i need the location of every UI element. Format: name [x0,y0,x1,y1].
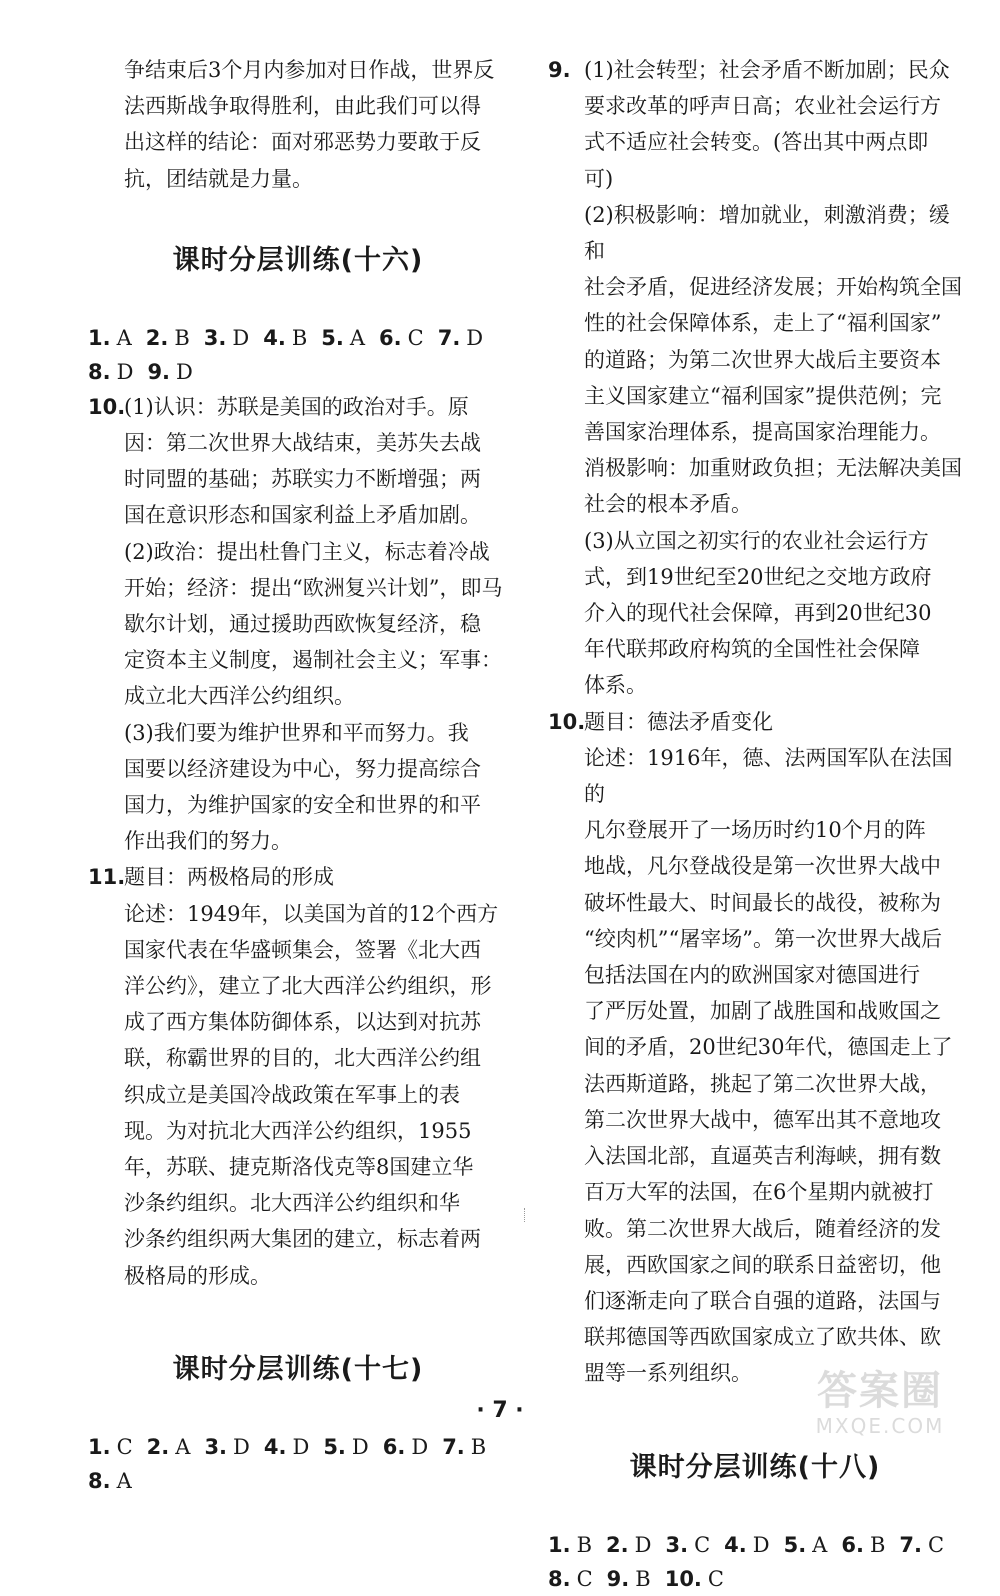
text-line: (1)社会转型；社会矛盾不断加剧；民众 [584,58,950,82]
text-line: 了严厉处置，加剧了战胜国和战败国之 [584,999,941,1024]
text-line: 歇尔计划，通过援助西欧恢复经济，稳 [124,612,481,637]
answer-item [665,1528,710,1562]
text-line: 可) [584,166,614,191]
column-divider [524,1208,527,1222]
text-line: 盟等一系列组织。 [584,1361,752,1386]
answer-number: 2. [145,325,169,350]
answer-number: 5. [323,1434,346,1459]
text-line: 消极影响：加重财政负担；无法解决美国 [584,456,962,481]
answer-number: 4. [263,325,286,350]
answer-value: B [635,1566,651,1591]
text-line: 极格局的形成。 [124,1263,271,1288]
answer-item [379,321,424,355]
text-line: 主义国家建立“福利国家”提供范例；完 [584,383,942,408]
answer-number: 3. [204,1434,228,1459]
answer-number: 6. [382,1434,406,1459]
text-line: 题目：两极格局的形成 [124,865,334,890]
text-line: 作出我们的努力。 [124,829,292,854]
answer-value: A [116,1468,132,1493]
answer-number: 7. [899,1532,922,1557]
answer-value: D [176,359,193,384]
answer-number: 4. [263,1434,287,1459]
left-column [88,52,508,1498]
question-10-left [88,389,508,860]
answer-item [442,1430,486,1464]
answer-item [606,1528,651,1562]
text-line: 国力，为维护国家的安全和世界的和平 [124,793,481,818]
answers-16 [88,321,508,389]
text-line: 介入的现代社会保障，再到20世纪30 [584,601,932,626]
text-line: 联，称霸世界的目的，北大西洋公约组 [124,1046,481,1071]
answer-number: 7. [442,1434,465,1459]
text-line: 因：第二次世界大战结束，美苏失去战 [124,431,481,456]
answer-item [204,1430,249,1464]
watermark-text: 答案圈 [817,1368,943,1414]
answer-number: 6. [841,1532,864,1557]
answer-number: 6. [379,325,402,350]
section-title-18: 课时分层训练(十八) [629,1451,881,1483]
answer-value: C [694,1532,711,1557]
text-line: 式，到19世纪至20世纪之交地方政府 [584,564,932,589]
text-line: 现。为对抗北大西洋公约组织，1955 [124,1118,472,1143]
text-line: 百万大军的法国，在6个星期内就被打 [584,1180,934,1205]
text-line: 联邦德国等西欧国家成立了欧共体、欧 [584,1325,941,1350]
answer-item [204,321,249,355]
answer-item [264,1430,309,1464]
answer-item [784,1528,828,1562]
answer-value: D [351,1434,369,1459]
answer-item [383,1430,428,1464]
section-title-16: 课时分层训练(十六) [172,244,424,276]
answer-item [548,1528,592,1562]
text-line: 国家代表在华盛顿集会，签署《北大西 [124,937,481,962]
answer-value: C [927,1532,945,1557]
answer-number: 5. [321,325,344,350]
text-line: 败。第二次世界大战后，随着经济的发 [584,1216,941,1241]
text-line: 社会矛盾，促进经济发展；开始构筑全国 [584,275,962,300]
section-title-17: 课时分层训练(十七) [172,1353,424,1385]
answer-item [841,1528,885,1562]
question-11-left [88,859,508,1293]
text-line: 善国家治理体系，提高国家治理能力。 [584,420,941,445]
answer-value: D [292,1434,310,1459]
answer-value: B [174,325,190,350]
text-line: 论述：1949年，以美国为首的12个西方 [124,901,499,926]
right-column [548,52,962,1596]
text-line: 国要以经济建设为中心，努力提高综合 [124,756,481,781]
text-line: 织成立是美国冷战政策在军事上的表 [124,1082,460,1107]
text-line: 成立北大西洋公约组织。 [124,684,355,709]
text-line: “绞肉机”“屠宰场”。第一次世界大战后 [584,926,942,951]
answer-item [548,1562,593,1596]
answer-item [899,1528,944,1562]
answer-item [88,321,132,355]
answer-number: 9. [147,359,171,384]
text-line: 们逐渐走向了联合自强的道路，法国与 [584,1288,941,1313]
answer-number: 3. [665,1532,689,1557]
answer-item [321,321,365,355]
answer-value: A [812,1532,828,1557]
answer-item [665,1562,724,1596]
watermark-logo [790,1367,970,1441]
answer-item [146,321,190,355]
question-10-right [548,704,962,1392]
answer-value: A [116,325,132,350]
text-line: 地战，凡尔登战役是第一次世界大战中 [584,854,941,879]
answer-number: 2. [606,1532,629,1557]
text-line: 法西斯道路，挑起了第二次世界大战， [584,1071,941,1096]
text-line: 式不适应社会转变。(答出其中两点即 [584,130,929,155]
answer-number: 1. [88,1434,111,1459]
text-line: 定资本主义制度，遏制社会主义；军事： [124,648,502,673]
text-line: 成了西方集体防御体系，以达到对抗苏 [124,1010,481,1035]
text-line: (2)政治：提出杜鲁门主义，标志着冷战 [124,539,490,564]
answer-value: D [232,325,250,350]
text-line: 体系。 [584,673,647,698]
answer-item [88,1430,133,1464]
text-line: (1)认识：苏联是美国的政治对手。原 [124,394,469,419]
text-line: 要求改革的呼声日高；农业社会运行方 [584,94,941,119]
text-line: 凡尔登展开了一场历时约10个月的阵 [584,818,926,843]
answers-17 [88,1430,508,1498]
answer-number: 2. [146,1434,170,1459]
page-number: · 7 · [476,1398,524,1423]
text-line: 展，西欧国家之间的联系日益密切，他 [584,1252,941,1277]
text-line: 沙条约组织两大集团的建立，标志着两 [124,1227,481,1252]
answer-value: A [349,325,366,350]
text-line: 论述：1916年，德、法两国军队在法国的 [584,745,953,807]
answer-number: 10. [664,1566,702,1591]
answer-value: D [634,1532,652,1557]
answer-value: C [707,1566,724,1591]
text-line: (2)积极影响：增加就业，刺激消费；缓和 [584,202,950,264]
answer-item [724,1528,769,1562]
text-line: 年代联邦政府构筑的全国性社会保障 [584,637,920,662]
answer-value: C [576,1566,593,1591]
watermark-url: MXQE.COM [815,1414,945,1438]
answer-value: B [291,325,308,350]
answer-number: 1. [548,1532,571,1557]
text-line: 抗，团结就是力量。 [124,166,313,191]
text-line: 出这样的结论：面对邪恶势力要敢于反 [124,130,481,155]
text-line: 间的矛盾，20世纪30年代，德国走上了 [584,1035,953,1060]
answer-value: D [411,1434,429,1459]
text-line: 社会的根本矛盾。 [584,492,752,517]
text-line: 性的社会保障体系，走上了“福利国家” [584,311,942,336]
question-number: 9. [548,58,571,82]
answers-18 [548,1528,962,1596]
answer-item [147,1430,191,1464]
answer-value: B [576,1532,593,1557]
text-line: 破坏性最大、时间最长的战役，被称为 [584,890,941,915]
answer-value: B [869,1532,886,1557]
answer-item [147,355,192,389]
text-line: 入法国北部，直逼英吉利海峡，拥有数 [584,1144,941,1169]
answer-value: D [116,359,134,384]
answer-value: D [752,1532,770,1557]
answer-number: 8. [88,1468,111,1493]
text-line: 开始；经济：提出“欧洲复兴计划”，即马 [124,575,503,600]
answer-number: 3. [203,325,227,350]
answer-item [263,321,307,355]
text-line: 时同盟的基础；苏联实力不断增强；两 [124,467,481,492]
text-line: 年，苏联、捷克斯洛伐克等8国建立华 [124,1155,474,1180]
answer-number: 4. [724,1532,747,1557]
answer-value: D [233,1434,250,1459]
answer-item [438,321,483,355]
answer-item [88,1464,132,1498]
answer-value: C [407,325,424,350]
text-line: 法西斯战争取得胜利，由此我们可以得 [124,94,481,119]
text-line: 洋公约》，建立了北大西洋公约组织，形 [124,974,492,999]
answer-item [88,355,133,389]
answer-number: 8. [548,1566,571,1591]
text-line: 国在意识形态和国家利益上矛盾加剧。 [124,503,481,528]
answer-item [323,1430,368,1464]
text-line: 沙条约组织。北大西洋公约组织和华 [124,1191,460,1216]
answer-value: A [175,1434,191,1459]
continuation-text [88,52,508,197]
answer-value: B [470,1434,487,1459]
question-9-right [548,52,962,704]
text-line: 题目：德法矛盾变化 [584,709,773,734]
text-line: (3)我们要为维护世界和平而努力。我 [124,720,469,745]
question-number: 11. [88,865,126,890]
text-line: 包括法国在内的欧洲国家对德国进行 [584,963,920,988]
text-line: 的道路；为第二次世界大战后主要资本 [584,347,941,372]
question-number: 10. [548,709,586,734]
text-line: 第二次世界大战中，德军出其不意地攻 [584,1107,941,1132]
answer-number: 5. [783,1532,807,1557]
text-line: (3)从立国之初实行的农业社会运行方 [584,528,929,553]
answer-number: 7. [437,325,461,350]
answer-item [607,1562,651,1596]
text-line: 争结束后3个月内参加对日作战，世界反 [124,58,495,82]
question-number: 10. [88,394,126,419]
answer-number: 8. [88,359,111,384]
answer-number: 9. [606,1566,630,1591]
answer-value: C [116,1434,133,1459]
answer-value: D [466,325,484,350]
answer-number: 1. [88,325,111,350]
